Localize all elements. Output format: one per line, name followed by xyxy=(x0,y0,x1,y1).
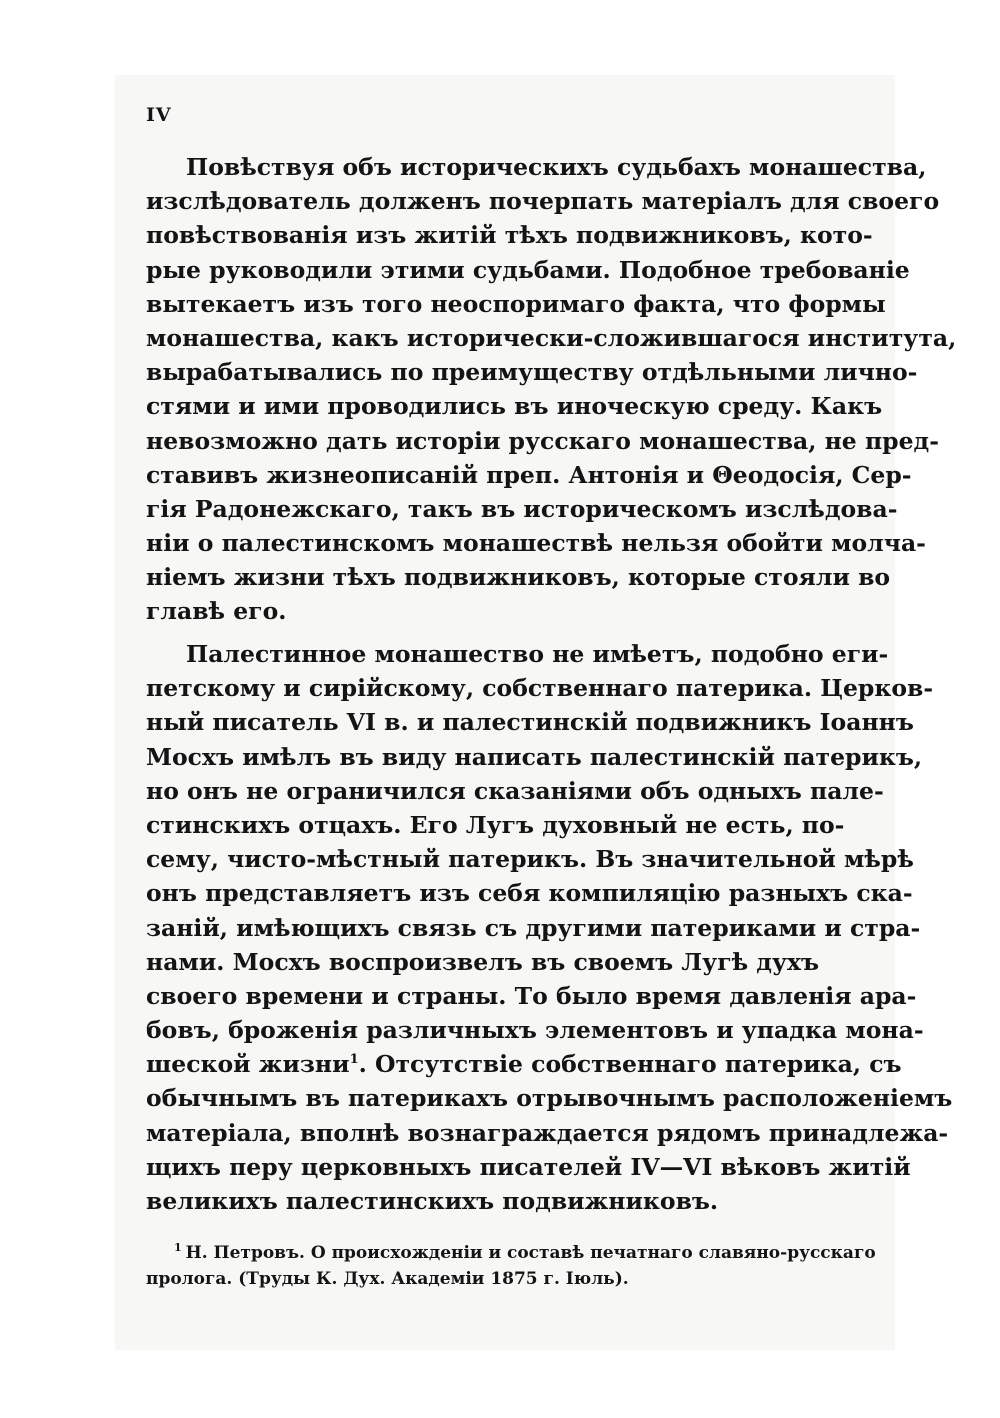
text-line: вытекаетъ изъ того неоспоримаго факта, что формы xyxy=(146,289,886,318)
text-segment: . Отсутствіе собственнаго патерика, съ xyxy=(358,1050,902,1079)
text-line: обычнымъ въ патерикахъ отрывочнымъ расположеніемъ xyxy=(146,1084,953,1113)
text-line: изслѣдователь долженъ почерпать матеріалъ для своего xyxy=(146,187,940,216)
text-line: главѣ его. xyxy=(146,597,287,626)
text-line: петскому и сирійскому, собственнаго патерика. Церков- xyxy=(146,674,934,703)
text-line: невозможно дать исторіи русскаго монашества, не пред- xyxy=(146,426,939,455)
text-line: нами. Мосхъ воспроизвелъ въ своемъ Лугѣ духъ xyxy=(146,947,820,976)
text-line: но онъ не ограничился сказаніями объ одныхъ пале- xyxy=(146,776,884,805)
text-line: повѣствованія изъ житій тѣхъ подвижниковъ, кото- xyxy=(146,221,873,250)
text-line: монашества, какъ исторически-сложившагося института, xyxy=(146,323,957,352)
text-line: ніемъ жизни тѣхъ подвижниковъ, которые стояли во xyxy=(146,563,891,592)
text-line: своего времени и страны. То было время давленія ара- xyxy=(146,981,917,1010)
text-line: щихъ перу церковныхъ писателей IV—VI вѣковъ житій xyxy=(146,1152,911,1181)
text-line-with-footnote-ref xyxy=(146,1047,902,1081)
footnote-ref[interactable]: 1 xyxy=(349,1052,359,1068)
footnote-line xyxy=(146,1240,876,1266)
text-line: бовъ, броженія различныхъ элементовъ и упадка мона- xyxy=(146,1016,924,1045)
text-line: сему, чисто-мѣстный патерикъ. Въ значительной мѣрѣ xyxy=(146,845,914,874)
text-line: Мосхъ имѣлъ въ виду написать палестинскій патерикъ, xyxy=(146,742,923,771)
text-segment: шеской жизни xyxy=(146,1050,350,1079)
text-line: Повѣствуя объ историческихъ судьбахъ монашества, xyxy=(186,153,927,181)
text-line: Палестинное монашество не имѣетъ, подобно еги- xyxy=(186,640,889,668)
text-line: великихъ палестинскихъ подвижниковъ. xyxy=(146,1187,719,1215)
text-line: заній, имѣющихъ связь съ другими патериками и стра- xyxy=(146,913,921,942)
text-line: ный писатель VI в. и палестинскій подвижникъ Іоаннъ xyxy=(146,708,914,737)
text-line: онъ представляетъ изъ себя компиляцію разныхъ ска- xyxy=(146,879,913,908)
footnote-number: 1 xyxy=(174,1241,182,1255)
text-line: ставивъ жизнеописаній преп. Антонія и Θеодосія, Сер- xyxy=(146,460,912,489)
text-line: гія Радонежскаго, такъ въ историческомъ изслѣдова- xyxy=(146,494,898,523)
text-line: стинскихъ отцахъ. Его Лугъ духовный не есть, по- xyxy=(146,810,845,839)
text-line: рые руководили этими судьбами. Подобное требованіе xyxy=(146,255,910,284)
paragraph-2 xyxy=(146,637,953,1218)
page-number: IV xyxy=(146,104,172,126)
text-line: вырабатывались по преимуществу отдѣльными лично- xyxy=(146,358,918,387)
footnote-line: пролога. (Труды К. Дух. Академіи 1875 г. Іюль). xyxy=(146,1269,629,1289)
footnote-text: Н. Петровъ. О происхожденіи и составѣ печатнаго славяно-русскаго xyxy=(185,1243,876,1263)
text-line: матеріала, вполнѣ вознаграждается рядомъ принадлежа- xyxy=(146,1118,949,1147)
text-line: стями и ими проводились въ иноческую среду. Какъ xyxy=(146,392,883,421)
paragraph-1 xyxy=(146,150,957,629)
text-line: ніи о палестинскомъ монашествѣ нельзя обойти молча- xyxy=(146,529,926,558)
footnote xyxy=(146,1240,876,1292)
